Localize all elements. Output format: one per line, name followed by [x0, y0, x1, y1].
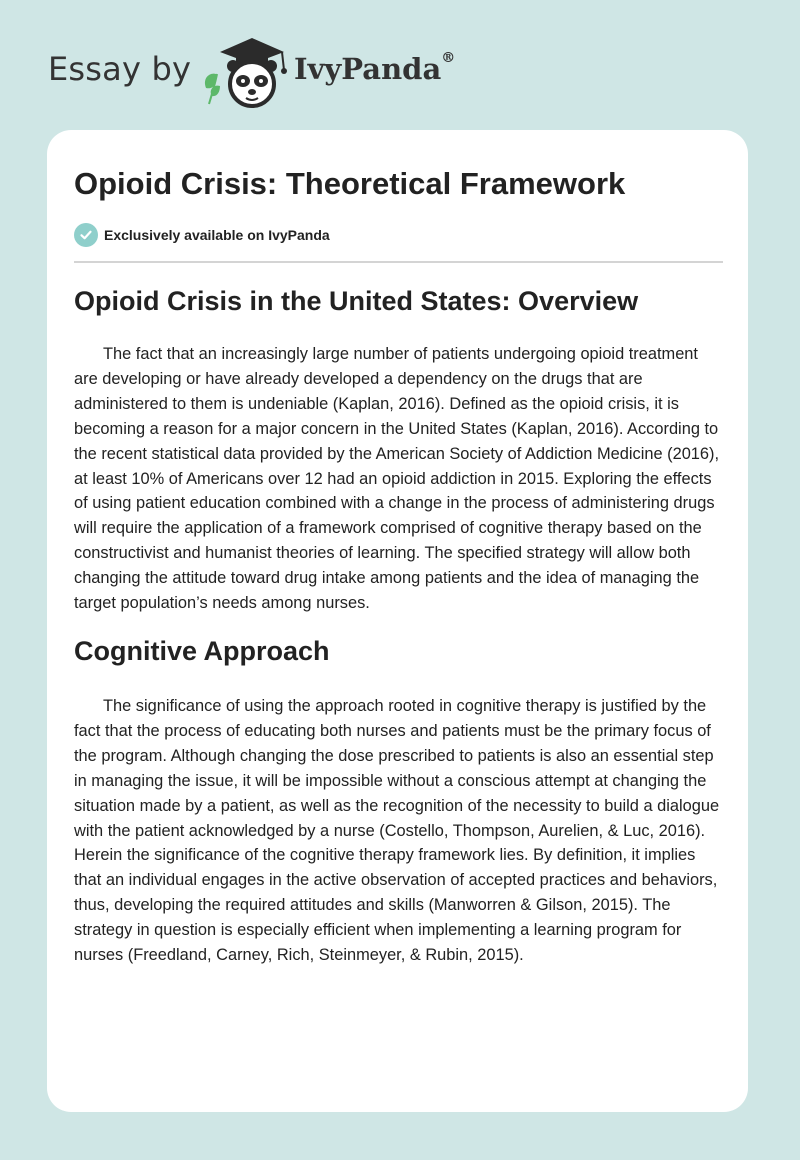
section-paragraph-overview: The fact that an increasingly large number of patients undergoing opioid treatment are developing or have already developed a dependency on the drugs that are administered to them is undeniable (Kaplan, 2016). Defined as the opioid crisis, it is becoming a reason for a major concern in the United States (Kaplan, 2016). According to the recent statistical data provided by the American Society of Addiction Medicine (2016), at least 10% of Americans over 12 had an opioid addiction in 2015. Exploring the effects of using patient education combined with a change in the process of administering drugs will require the application of a framework comprised of cognitive therapy based on the constructivist and humanist theories of learning. The specified strategy will allow both changing the attitude toward drug intake among patients and the idea of managing the target population’s needs among nurses.	[74, 345, 720, 613]
section-heading-overview: Opioid Crisis in the United States: Overview	[74, 286, 639, 316]
section-heading-cognitive: Cognitive Approach	[74, 636, 330, 666]
section-paragraph-cognitive: The significance of using the approach rooted in cognitive therapy is justified by the fact that the process of educating both nurses and patients must be the primary focus of the program. Although changing the dose prescribed to patients is also an essential step in managing the issue, it will be impossible without a conscious attempt at changing the situation made by a patient, as well as the recognition of the necessity to build a dialogue with the patient acknowledged by a nurse (Costello, Thompson, Aurelien, & Luc, 2016). Herein the significance of the cognitive therapy framework lies. By definition, it implies that an individual engages in the active observation of accepted practices and behaviors, thus, developing the required attitudes and skills (Manworren & Gilson, 2015). The strategy in question is especially efficient when implementing a learning program for nurses (Freedland, Carney, Rich, Steinmeyer, & Rubin, 2015).	[74, 697, 720, 965]
registered-mark: ®	[441, 50, 456, 66]
essay-by-label: Essay by	[48, 50, 192, 88]
badge-text: Exclusively available on IvyPanda	[104, 227, 330, 243]
site-header	[48, 34, 508, 110]
title-divider	[74, 261, 723, 263]
panda-graduate-icon[interactable]	[200, 34, 290, 110]
article-title: Opioid Crisis: Theoretical Framework	[74, 166, 626, 201]
exclusive-badge	[74, 222, 330, 248]
check-icon	[74, 223, 98, 247]
brand-name[interactable]: IvyPanda®	[294, 50, 456, 86]
article-card	[47, 130, 748, 1112]
